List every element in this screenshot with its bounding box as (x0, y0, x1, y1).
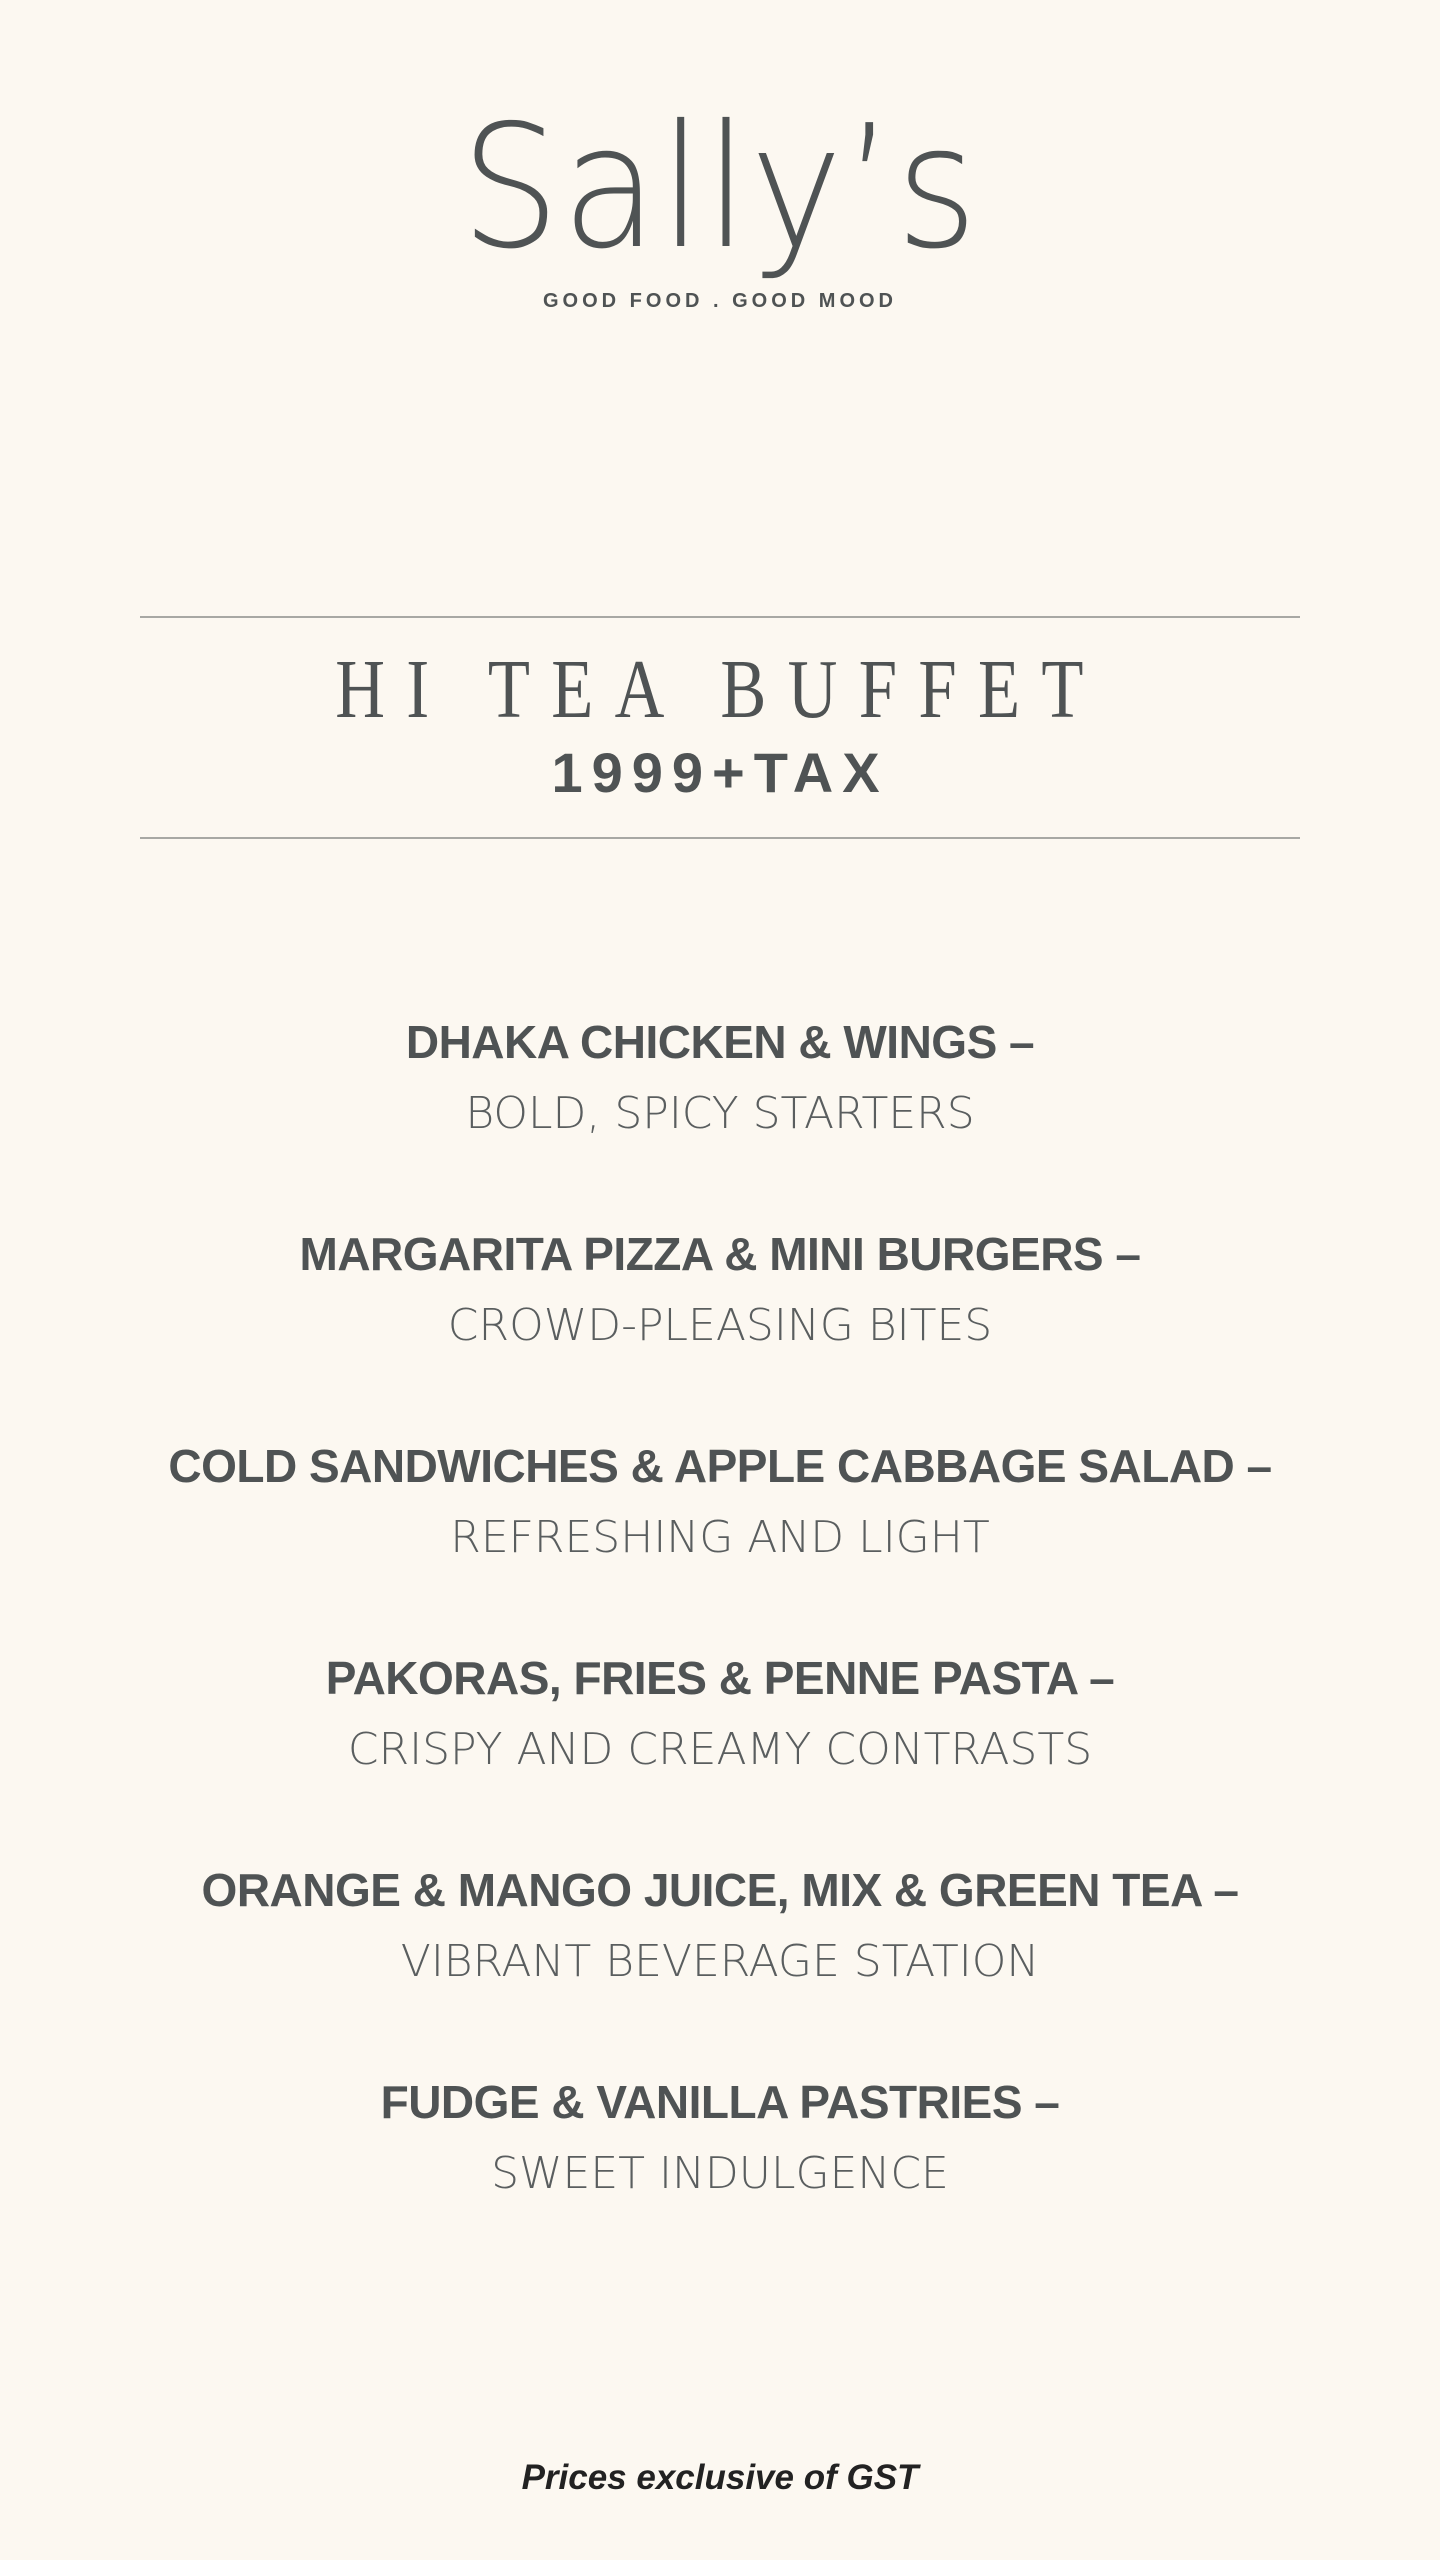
menu-item (0, 1860, 1440, 1992)
brand-logo: Sally’s (460, 89, 980, 287)
brand-tagline: GOOD FOOD . GOOD MOOD (543, 290, 897, 312)
divider-top (140, 616, 1300, 618)
menu-item (0, 1012, 1440, 1144)
menu-item-desc: CRISPY AND CREAMY CONTRASTS (347, 1724, 1093, 1775)
menu-item-name: FUDGE & VANILLA PASTRIES – (380, 2076, 1060, 2128)
menu-item (0, 1436, 1440, 1568)
menu-item-name: MARGARITA PIZZA & MINI BURGERS – (299, 1228, 1141, 1280)
menu-item-desc: SWEET INDULGENCE (491, 2148, 949, 2199)
menu-item-name: PAKORAS, FRIES & PENNE PASTA – (325, 1652, 1115, 1704)
menu-item-desc: REFRESHING AND LIGHT (450, 1512, 990, 1563)
offer-title: HI TEA BUFFET (335, 643, 1105, 736)
offer-price: 1999+TAX (551, 741, 889, 804)
footer-note: Prices exclusive of GST (521, 2458, 919, 2497)
menu-item-desc: VIBRANT BEVERAGE STATION (400, 1936, 1040, 1987)
menu-item-name: ORANGE & MANGO JUICE, MIX & GREEN TEA – (201, 1864, 1239, 1916)
menu-item-name: DHAKA CHICKEN & WINGS – (405, 1016, 1035, 1068)
menu-item-name: COLD SANDWICHES & APPLE CABBAGE SALAD – (168, 1440, 1272, 1492)
menu-item-desc: BOLD, SPICY STARTERS (465, 1088, 975, 1139)
menu-item (0, 1648, 1440, 1780)
divider-bottom (140, 837, 1300, 839)
menu-item (0, 1224, 1440, 1356)
menu-item (0, 2072, 1440, 2204)
menu-item-desc: CROWD-PLEASING BITES (447, 1300, 993, 1351)
